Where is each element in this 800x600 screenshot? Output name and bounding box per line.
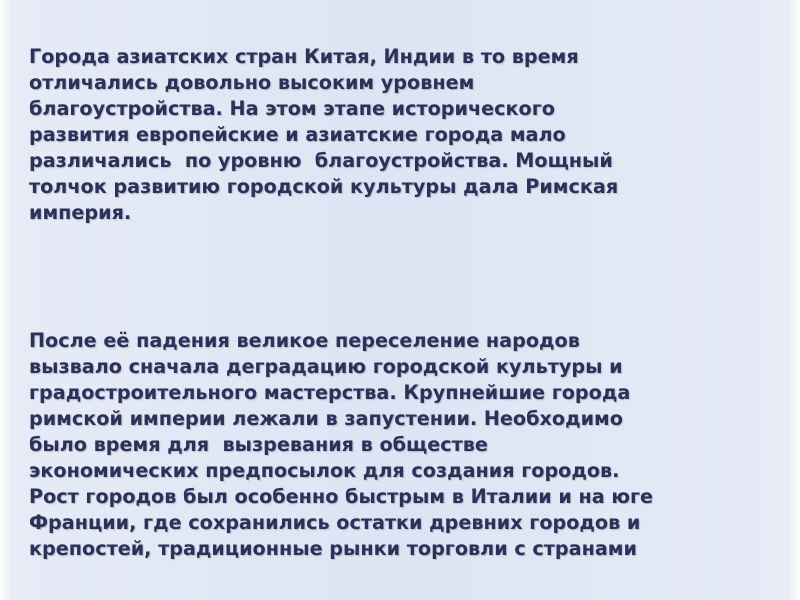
text-line: отличались довольно высоким уровнем (29, 71, 475, 94)
text-line: После её падения великое переселение народов (29, 329, 580, 352)
text-line: различались по уровню благоустройства. Мощный (29, 149, 613, 172)
text-line: Рост городов был особенно быстрым в Италии и на юге (29, 485, 654, 508)
text-line: вызвало сначала деградацию городской культуры и (29, 355, 623, 378)
text-line: толчок развитию городской культуры дала Римская (29, 175, 619, 198)
text-line: Франции, где сохранились остатки древних городов и (29, 511, 641, 534)
text-line: экономических предпосылок для создания городов. (29, 459, 620, 482)
text-line: римской империи лежали в запустении. Необходимо (29, 407, 623, 430)
paragraph-asian-cities (29, 44, 799, 226)
text-line: градостроительного мастерства. Крупнейшие города (29, 381, 631, 404)
text-line: развития европейские и азиатские города мало (29, 123, 566, 146)
text-line: благоустройства. На этом этапе исторического (29, 97, 555, 120)
text-line: Города азиатских стран Китая, Индии в то время (29, 45, 579, 68)
paragraph-after-rome (29, 328, 799, 562)
text-line: крепостей, традиционные рынки торговли с странами (29, 537, 637, 560)
text-line: было время для вызревания в обществе (29, 433, 488, 456)
text-line: империя. (29, 201, 132, 224)
